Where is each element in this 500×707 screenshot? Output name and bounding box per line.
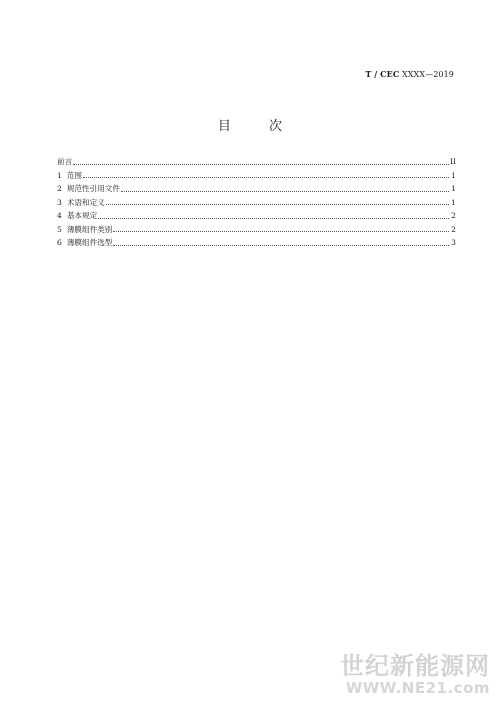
toc-entry-module-categories[interactable] (57, 223, 456, 237)
toc-entry-page: 3 (451, 238, 456, 247)
toc-entry-label: 前言 (57, 157, 73, 166)
standard-prefix: T / CEC (365, 69, 400, 79)
toc-leader-dots (113, 231, 449, 232)
toc-entry-basic-provisions[interactable] (57, 209, 456, 223)
toc-leader-dots (121, 191, 449, 192)
toc-entry-page: 1 (451, 170, 456, 180)
toc-entry-module-selection[interactable] (57, 236, 456, 250)
toc-entry-foreword[interactable] (57, 155, 456, 169)
toc-entry-terms-definitions[interactable] (57, 196, 456, 210)
toc-entry-number: 4 (57, 211, 62, 220)
toc-entry-label: 薄膜组件选型 (66, 238, 113, 247)
watermark-text: 世纪新能源网 (340, 652, 490, 680)
toc-entry-number: 5 (57, 224, 62, 234)
toc-entry-page: 2 (451, 211, 456, 220)
toc-entry-number: 3 (57, 197, 62, 207)
toc-leader-dots (98, 218, 449, 219)
toc-entry-number: 1 (57, 170, 62, 180)
toc-entry-page: 2 (451, 224, 456, 234)
toc-entry-scope[interactable] (57, 169, 456, 183)
toc-entry-label: 薄膜组件类别 (66, 224, 113, 234)
toc-entry-label: 范围 (66, 170, 83, 180)
toc-leader-dots (83, 177, 449, 178)
standard-code: XXXX—2019 (399, 70, 454, 79)
toc-entry-page: II (450, 157, 456, 166)
toc-entry-normative-references[interactable] (57, 182, 456, 196)
toc-entry-number: 2 (57, 184, 62, 193)
toc-leader-dots (106, 204, 449, 205)
standard-number (365, 69, 454, 79)
site-watermark (332, 653, 490, 701)
toc-entry-label: 术语和定义 (66, 197, 105, 207)
toc-leader-dots (113, 245, 449, 246)
toc-entry-number: 6 (57, 238, 62, 247)
page-title: 目 次 (217, 119, 300, 134)
toc-leader-dots (73, 164, 449, 165)
toc-entry-label: 规范性引用文件 (66, 184, 120, 193)
toc-entry-page: 1 (451, 197, 456, 207)
toc-entry-page: 1 (451, 184, 456, 193)
toc-entry-label: 基本规定 (66, 211, 98, 220)
watermark-url: WWW.NE21.com (345, 679, 490, 697)
table-of-contents (57, 155, 456, 250)
